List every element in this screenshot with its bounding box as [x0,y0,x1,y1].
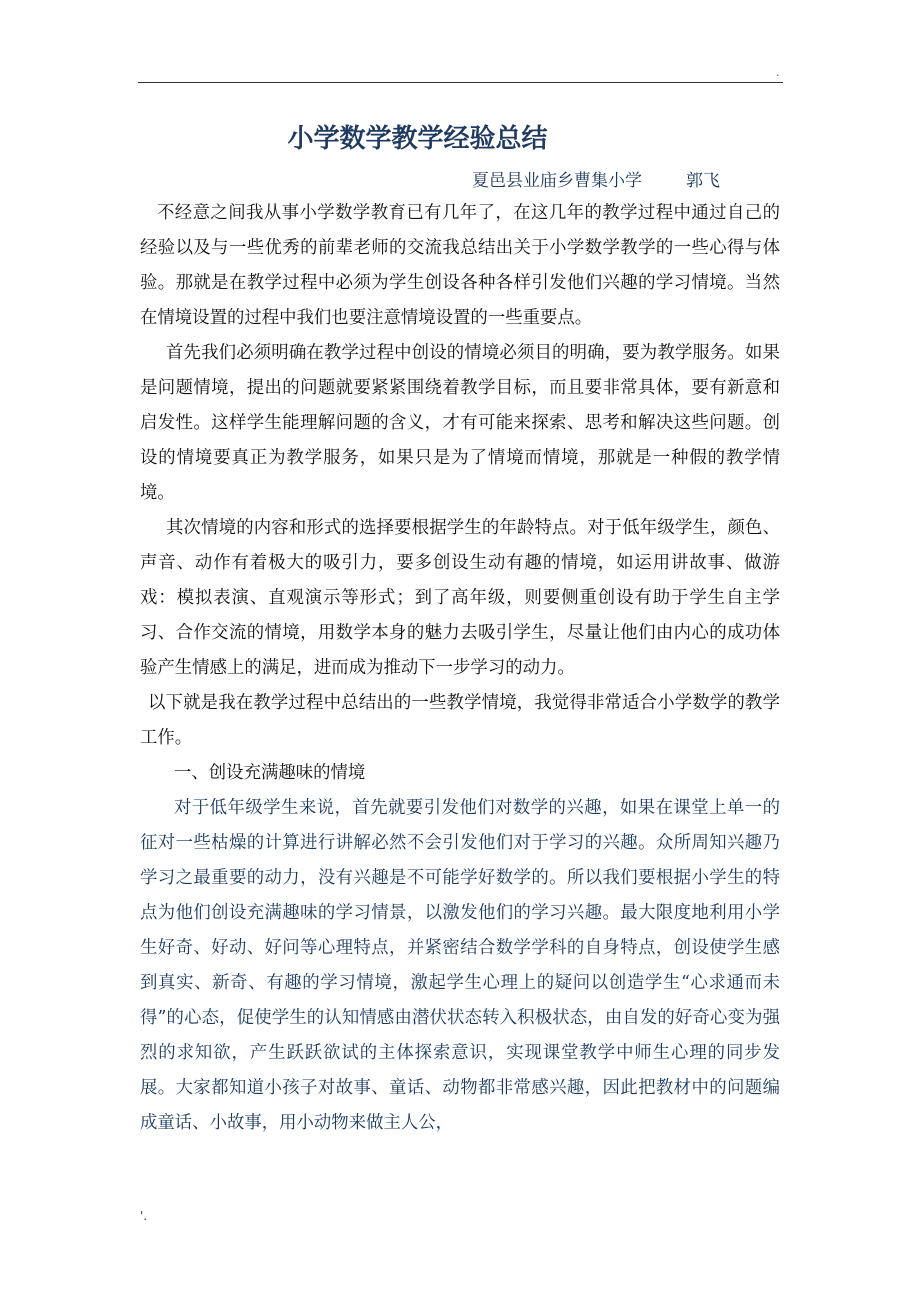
section-paragraph: 对于低年级学生来说，首先就要引发他们对数学的兴趣，如果在课堂上单一的征对一些枯燥的计算进行讲解必然不会引发他们对于学习的兴趣。众所周知兴趣乃学习之最重要的动力，没有兴趣是不可能学好数学的。所以我们要根据小学生的特点为他们创设充满趣味的学习情景，以激发他们的学习兴趣。最大限度地利用小学生好奇、好动、好问等心理特点，并紧密结合数学学科的自身特点，创设使学生感到真实、新奇、有趣的学习情境，激起学生心理上的疑问以创造学生“心求通而未得”的心态，促使学生的认知情感由潜伏状态转入积极状态，由自发的好奇心变为强烈的求知欲，产生跃跃欲试的主体探索意识，实现课堂教学中师生心理的同步发展。大家都知道小孩子对故事、童话、动物都非常感兴趣，因此把教材中的问题编成童话、小故事，用小动物来做主人公， [140,798,780,1133]
author-name: 郭飞 [686,171,720,191]
header-rule [138,82,783,83]
document-body [140,196,780,1141]
body-paragraph-4: 以下就是我在教学过程中总结出的一些教学情境，我觉得非常适合小学数学的教学工作。 [140,693,780,748]
body-paragraph-1: 不经意之间我从事小学数学教育已有几年了，在这几年的教学过程中通过自己的经验以及与一些优秀的前辈老师的交流我总结出关于小学数学教学的一些心得与体验。那就是在教学过程中必须为学生创设各种各样引发他们兴趣的学习情境。当然在情境设置的过程中我们也要注意情境设置的一些重要点。 [140,203,780,328]
body-paragraph-2: 首先我们必须明确在教学过程中创设的情境必须目的明确，要为教学服务。如果是问题情境，提出的问题就要紧紧围绕着教学目标，而且要非常具体，要有新意和启发性。这样学生能理解问题的含义，才有可能来探索、思考和解决这些问题。创设的情境要真正为教学服务，如果只是为了情境而情境，那就是一种假的教学情境。 [140,343,780,503]
document-title: 小学数学教学经验总结 [287,124,548,154]
footer-mark: '. [140,1209,148,1223]
body-paragraph-3: 其次情境的内容和形式的选择要根据学生的年龄特点。对于低年级学生，颜色、声音、动作有着极大的吸引力，要多创设生动有趣的情境，如运用讲故事、做游戏：模拟表演、直观演示等形式；到了高年级，则要侧重创设有助于学生自主学习、合作交流的情境，用数学本身的魅力去吸引学生，尽量让他们由内心的成功体验产生情感上的满足，进而成为推动下一步学习的动力。 [140,518,780,678]
section-heading: 一、创设充满趣味的情境 [174,763,366,783]
author-line [140,166,720,191]
header-mark: . [776,66,780,79]
author-affiliation: 夏邑县业庙乡曹集小学 [472,171,642,191]
